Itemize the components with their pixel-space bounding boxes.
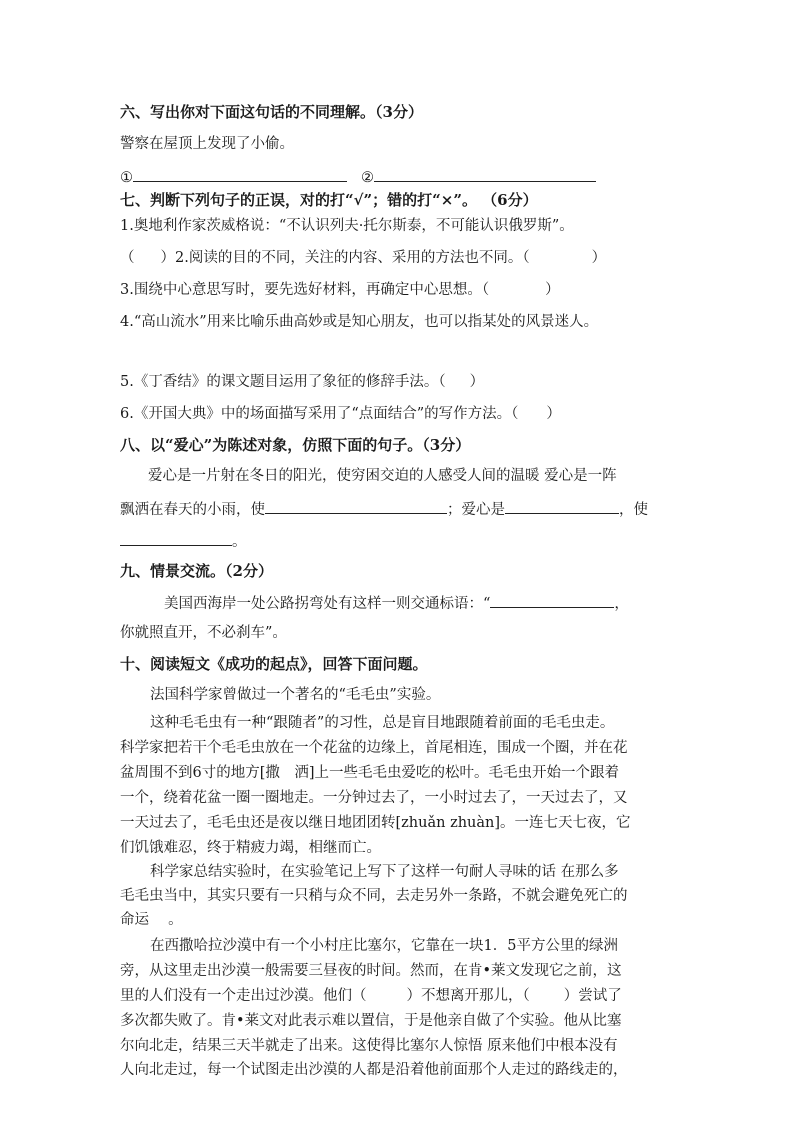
- imitate-end: 。: [232, 534, 247, 550]
- judge-question-1: 1.奥地利作家茨威格说：“不认识列夫·托尔斯泰，不可能认识俄罗斯”。: [120, 218, 574, 234]
- passage-p2-line: 科学家把若干个毛毛虫放在一个花盆的边缘上，首尾相连，围成一个圈，并在花: [120, 740, 628, 756]
- passage-text-a: 里的人们没有一个走出过沙漠。他们（: [120, 988, 367, 1004]
- judge-paren-5-close: ）: [469, 374, 485, 390]
- judge-row-2: [120, 248, 606, 268]
- judge-question-2: 2.阅读的目的不同，关注的内容、采用的方法也不同。（: [175, 250, 530, 266]
- imitate-blank-3[interactable]: [120, 530, 232, 546]
- passage-p3-line: 科学家总结实验时，在实验笔记上写下了这样一句耐人寻味的话 在那么多: [150, 864, 619, 880]
- passage-p2-line: 一天过去了，毛毛虫还是夜以继日地团团转[zhuǎn zhuàn]。一连七天七夜，它: [120, 815, 631, 831]
- section-6-sentence: 警察在屋顶上发现了小偷。: [120, 136, 294, 152]
- imitate-line-2: [120, 498, 648, 520]
- judge-paren-6-close: ）: [546, 406, 561, 422]
- imitate-blank-2[interactable]: [505, 498, 619, 514]
- judge-question-5: 5.《丁香结》的课文题目运用了象征的修辞手法。（: [120, 374, 446, 390]
- answer-marker-1: ①: [120, 170, 133, 186]
- passage-p2-line: 们饥饿难忍，终于精疲力竭，相继而亡。: [120, 840, 381, 856]
- imitate-text-a: 飘洒在春天的小雨，使: [120, 502, 265, 518]
- passage-p3-line: 命运 。: [120, 912, 183, 928]
- imitate-blank-1[interactable]: [265, 498, 447, 514]
- passage-p4-line: 在西撒哈拉沙漠中有一个小村庄比塞尔，它靠在一块1．5平方公里的绿洲: [150, 938, 618, 954]
- scene-text-b: ，: [614, 596, 629, 612]
- judge-question-3: 3.围绕中心意思写时，要先选好材料，再确定中心思想。（: [120, 282, 490, 298]
- judge-question-4: 4.“高山流水”用来比喻乐曲高妙或是知心朋友，也可以指某处的风景迷人。: [120, 314, 599, 330]
- section-8-title: 八、以“爱心”为陈述对象，仿照下面的句子。（3分）: [120, 436, 471, 454]
- passage-p4-line: 多次都失败了。肯•莱文对此表示难以置信，于是他亲自做了个实验。他从比塞: [120, 1013, 622, 1029]
- imitate-line-1: 爱心是一片射在冬日的阳光，使穷困交迫的人感受人间的温暖 爱心是一阵: [148, 468, 617, 484]
- judge-question-6: 6.《开国大典》中的场面描写采用了“点面结合”的写作方法。（: [120, 406, 519, 422]
- passage-p4-line: 人向北走过，每一个试图走出沙漠的人都是沿着他前面那个人走过的路线走的，: [120, 1062, 628, 1078]
- passage-p1: 法国科学家曾做过一个著名的“毛毛虫”实验。: [150, 687, 441, 703]
- scene-text-a: 美国西海岸一处公路拐弯处有这样一则交通标语：“: [164, 596, 491, 612]
- scene-line-2: 你就照直开，不必刹车”。: [120, 625, 287, 641]
- section-6-title: 六、写出你对下面这句话的不同理解。（3分）: [120, 103, 423, 121]
- passage-p4-line: 旁，从这里走出沙漠一般需要三昼夜的时间。然而，在肯•莱文发现它之前，这: [120, 963, 622, 979]
- section-10-title: 十、阅读短文《成功的起点》，回答下面问题。: [120, 655, 428, 673]
- judge-row-6: [120, 404, 561, 424]
- passage-p2-line: 这种毛毛虫有一种“跟随者”的习性，总是盲目地跟随着前面的毛毛虫走。: [150, 715, 615, 731]
- imitate-text-b: ；爱心是: [447, 502, 505, 518]
- answer-blank-1[interactable]: [133, 166, 347, 182]
- section-9-title: 九、情景交流。（2分）: [120, 562, 273, 580]
- passage-p2-line: 一个，绕着花盆一圈一圈地走。一分钟过去了，一小时过去了，一天过去了，又: [120, 790, 628, 806]
- judge-paren-1-open: （: [120, 250, 135, 266]
- answer-marker-2: ②: [361, 170, 374, 186]
- passage-text-c: ）尝试了: [563, 988, 622, 1004]
- judge-paren-3-close: ）: [545, 282, 560, 298]
- answer-blank-2[interactable]: [374, 166, 596, 182]
- imitate-text-c: ，使: [619, 502, 648, 518]
- scene-blank[interactable]: [490, 592, 614, 608]
- judge-row-3: [120, 280, 560, 300]
- passage-p4-line: 尔向北走，结果三天半就走了出来。这使得比塞尔人惊悟 原来他们中根本没有: [120, 1038, 618, 1054]
- judge-paren-2-close: ）: [591, 250, 607, 266]
- passage-p2-line: 盆周围不到6寸的地方[撒 洒]上一些毛毛虫爱吃的松叶。毛毛虫开始一个跟着: [120, 765, 620, 781]
- imitate-line-3: [120, 530, 247, 552]
- judge-row-5: [120, 372, 484, 392]
- judge-paren-1-close: ）: [160, 250, 175, 266]
- passage-text-b: ）不想离开那儿，（: [406, 988, 530, 1004]
- passage-p3-line: 毛毛虫当中，其实只要有一只稍与众不同，去走另外一条路，不就会避免死亡的: [120, 888, 628, 904]
- scene-line-1: [164, 592, 629, 614]
- section-6-answer-row: [120, 166, 596, 188]
- section-7-title: 七、判断下列句子的正误，对的打“√”；错的打“×”。 （6分）: [120, 191, 538, 209]
- passage-p4-line-blanks: [120, 986, 622, 1006]
